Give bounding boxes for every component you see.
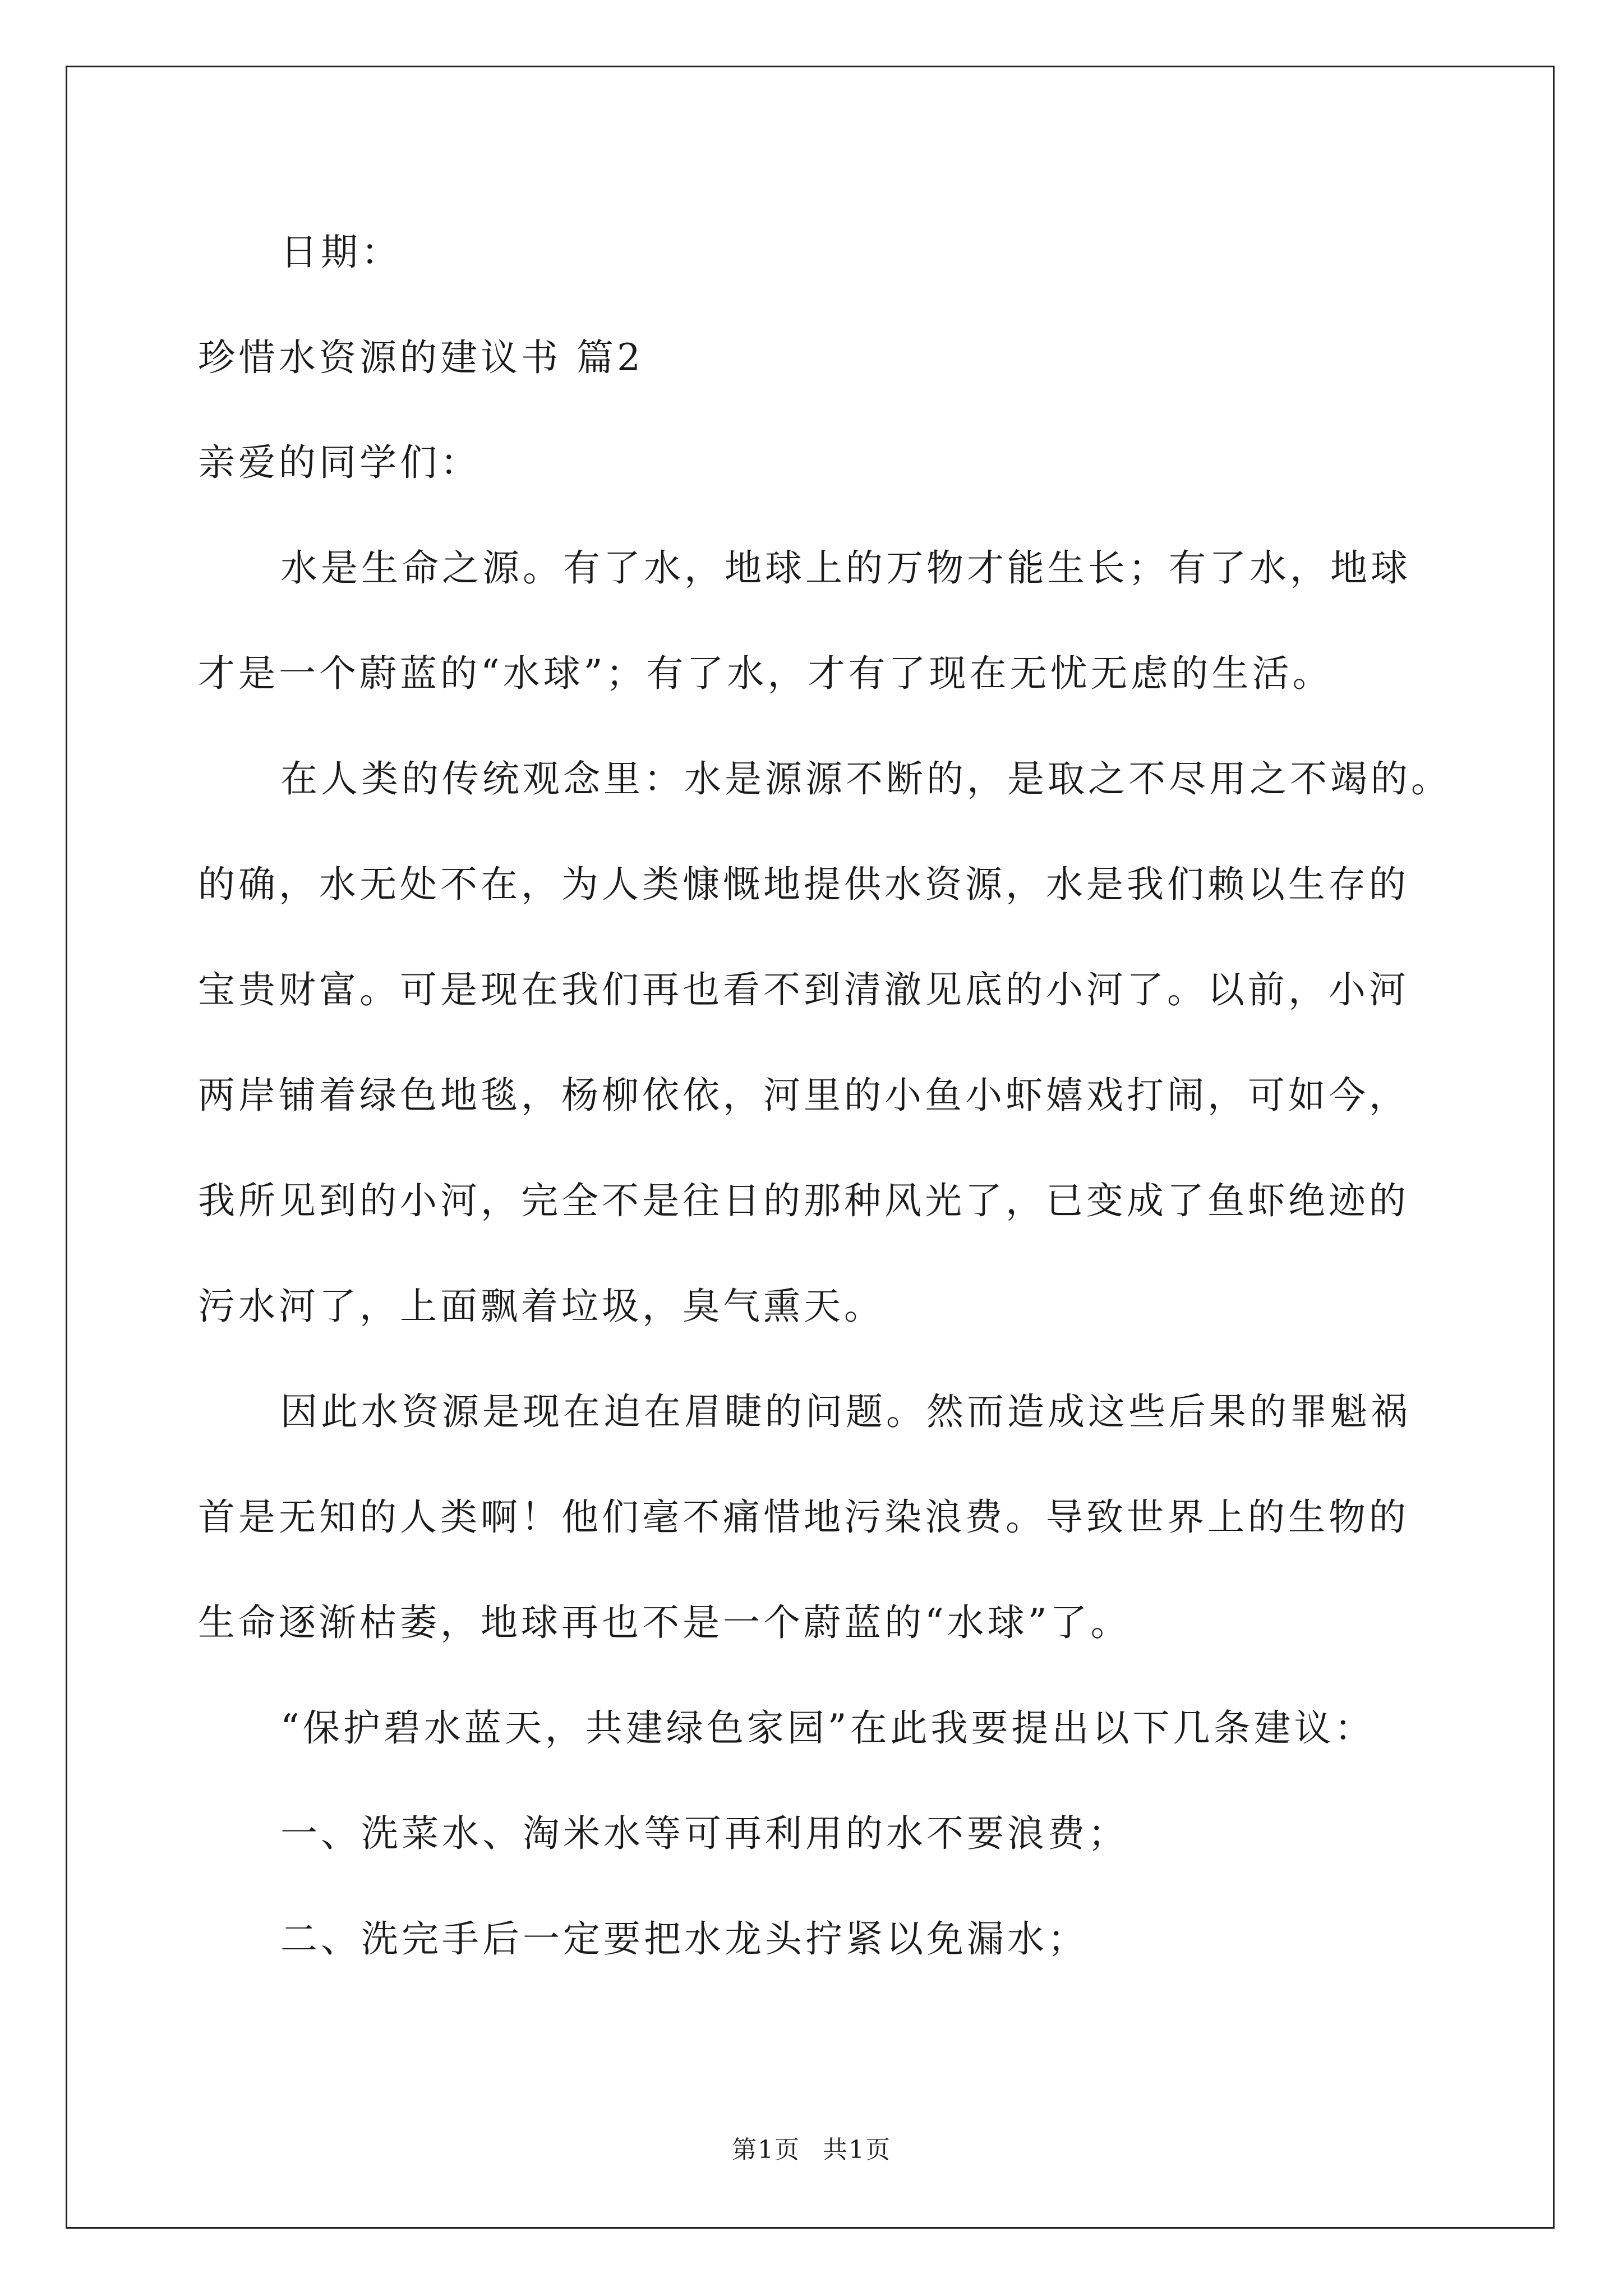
salutation: 亲爱的同学们： [198,441,481,484]
date-label: 日期： [280,231,402,274]
paragraph-line: 水是生命之源。有了水，地球上的万物才能生长；有了水，地球 [280,546,1411,590]
paragraph-line: 宝贵财富。可是现在我们再也看不到清澈见底的小河了。以前，小河 [198,968,1409,1011]
paragraph-line: 生命逐渐枯萎，地球再也不是一个蔚蓝的“水球”了。 [198,1601,1131,1644]
paragraph-line: 在人类的传统观念里：水是源源不断的，是取之不尽用之不竭的。 [280,757,1451,800]
paragraph-line: 污水河了，上面飘着垃圾，臭气熏天。 [198,1285,884,1328]
list-item: 二、洗完手后一定要把水龙头拧紧以免漏水； [280,1917,1088,1961]
paragraph-line: 才是一个蔚蓝的“水球”；有了水，才有了现在无忧无虑的生活。 [198,652,1333,695]
page-number: 第1页 [732,2136,800,2164]
paragraph-line: 因此水资源是现在迫在眉睫的问题。然而造成这些后果的罪魁祸 [280,1390,1411,1433]
page-footer [0,2134,1623,2166]
paragraph-line: 的确，水无处不在，为人类慷慨地提供水资源，水是我们赖以生存的 [198,863,1409,906]
paragraph-line: 我所见到的小河，完全不是往日的那种风光了，已变成了鱼虾绝迹的 [198,1179,1409,1222]
paragraph-line: 首是无知的人类啊！他们毫不痛惜地污染浪费。导致世界上的生物的 [198,1496,1409,1539]
document-title: 珍惜水资源的建议书 篇2 [198,336,644,379]
paragraph-line: “保护碧水蓝天，共建绿色家园”在此我要提出以下几条建议： [280,1706,1375,1750]
list-item: 一、洗菜水、淘米水等可再利用的水不要浪费； [280,1812,1128,1855]
page-total: 共1页 [823,2136,891,2164]
paragraph-line: 两岸铺着绿色地毯，杨柳依依，河里的小鱼小虾嬉戏打闹，可如今， [198,1074,1409,1117]
page-frame [66,66,1555,2229]
